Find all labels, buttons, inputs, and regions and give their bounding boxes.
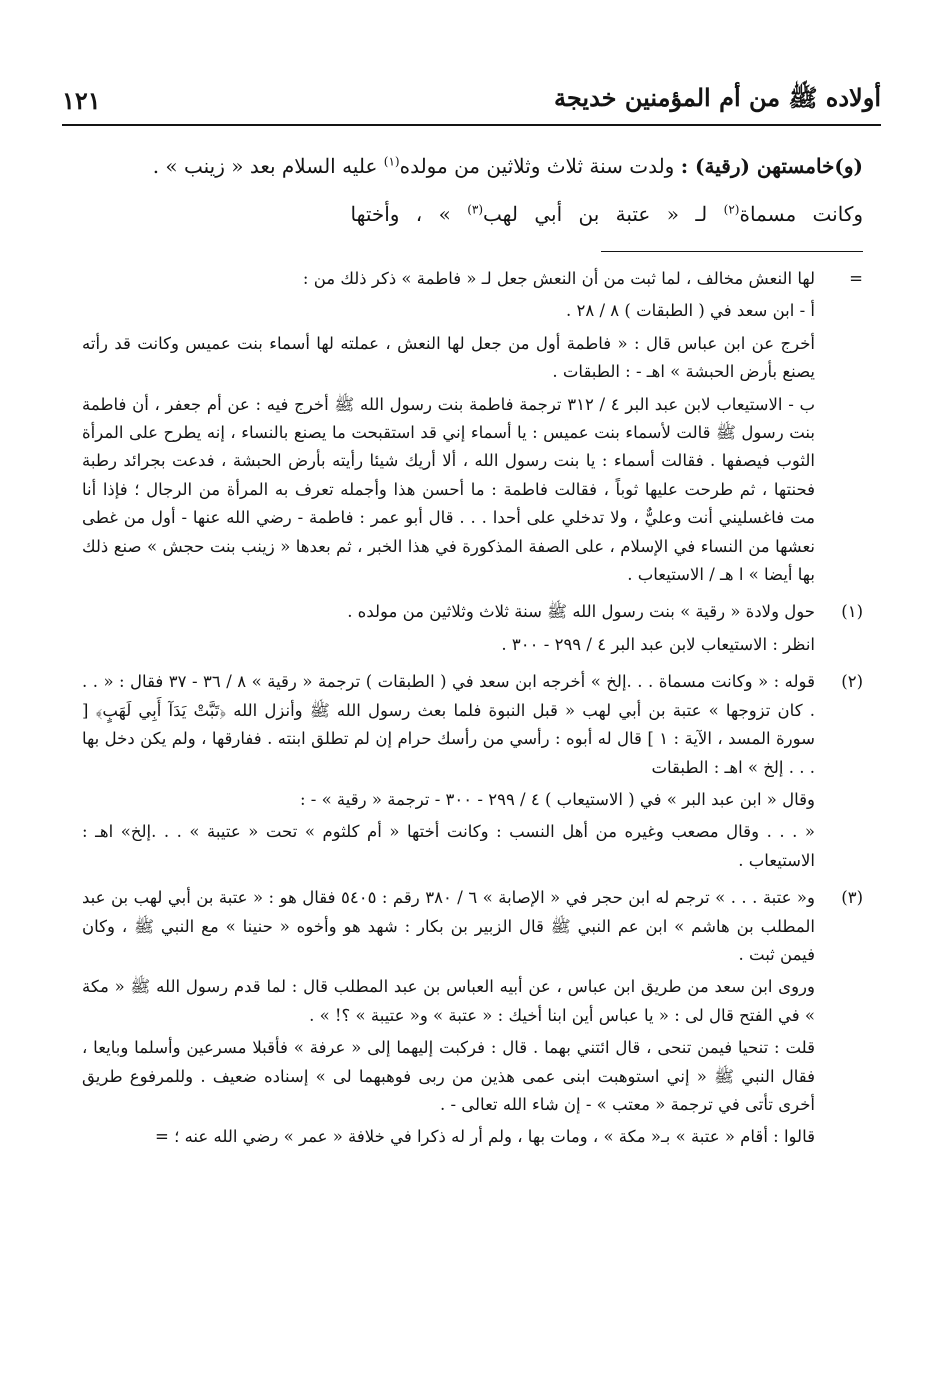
heading-fifth-daughter: (و)خامستهن (رقية) : [680,154,863,178]
footnote-paragraph: حول ولادة « رقية » بنت رسول الله ﷺ سنة ثلاث وثلاثين من مولده . [347,602,815,622]
running-header [62,80,881,120]
footnote-separator [601,251,863,252]
footnote-mark: (٣) [841,888,863,908]
footnote-body [82,668,815,879]
footnote-ref-1[interactable]: (١) [383,154,400,169]
main-line-2-text-c: » ، وأختها [350,202,468,226]
footnote-paragraph: انظر : الاستيعاب لابن عبد البر ٤ / ٢٩٩ - ٣٠٠ . [501,634,815,654]
footnote-paragraph: « . . . وقال مصعب وغيره من أهل النسب : وكانت أختها « أم كلثوم » تحت « عتيبة » . . .إلخ» اهـ : الاستيعاب . [82,822,815,870]
footnote-paragraph: قلت : تنحيا فيمن تنحى ، قال ائتني بهما . قال : فركبت إليهما إلى « عرفة » فأقبلا مسرعين وأسلما وبايعا ، فقال النبي ﷺ « إني استوهبت ابنى عمى هذين من ربى فوهبهما لى » إسناده ضعيف . وللمرفوع طريق أخرى تأتى في ترجمة « معتب » - إن شاء الله تعالى - . [82,1038,815,1114]
main-line-1-text-b: عليه السلام بعد « زينب » . [152,154,384,178]
footnote-body [82,884,815,1156]
footnote-mark: (٢) [841,672,863,692]
footnote-2 [82,668,863,879]
footnote-mark: = [849,269,863,288]
footnote-paragraph: أخرج عن ابن عباس قال : « فاطمة أول من جعل لها النعش ، عملته لها أسماء بنت عميس وكانت قد رأته يصنع بأرض الحبشة » اهـ - : الطبقات . [82,333,815,382]
main-line-2-text-b: لـ « عتبة بن أبي لهب [483,202,724,226]
footnote-paragraph: لها النعش مخالف ، لما ثبت من أن النعش جعل لـ « فاطمة » ذكر ذلك من : [302,269,815,288]
footnote-paragraph: ب - الاستيعاب لابن عبد البر ٤ / ٣١٢ ترجمة فاطمة بنت رسول الله ﷺ أخرج فيه : عن أم جعفر ، أن فاطمة بنت رسول ﷺ قالت لأسماء بنت عميس : يا أسماء إني قد استقبحت ما يصنع بالنساء ، إنه يطرح على المرأة الثوب فيصفها . فقالت أسماء : يا بنت رسول الله ، ألا أريك شيئا رأيته بأرض الحبشة ، فدعت بجرائد رطبة فحنتها ، ثم طرحت عليها ثوباً ، فقالت فاطمة : ما أحسن هذا وأجمله تعرف به المرأة من الرجال ؛ فإذا أنا مت فاغسليني أنت وعليٌّ ، ولا تدخلي على أحدا . . . قال أبو عمر : فاطمة - رضي الله عنها - أول من غطى نعشها من النساء في الإسلام ، على الصفة المذكورة في هذا الخبر ، ثم بعدها « زينب بنت حجش » صنع ذلك بها أيضا » ا هـ / الاستيعاب . [82,394,815,585]
main-text [82,142,863,238]
footnote-mark: (١) [841,602,863,622]
footnote-paragraph: قالوا : أقام « عتبة » بـ« مكة » ، ومات بها ، ولم أر له ذكرا في خلافة « عمر » رضي الله عنه ؛ = [155,1127,815,1147]
header-rule [62,124,881,126]
footnotes [82,265,863,1161]
main-line-2-text-a: وكانت مسماة [739,202,863,226]
footnote-paragraph: و« عتبة . . . » ترجم له ابن حجر في « الإصابة » ٦ / ٣٨٠ رقم : ٥٤٠٥ فقال هو : « عتبة بن أبي لهب بن عبد المطلب بن هاشم » ابن عم النبي ﷺ قال الزبير بن بكار : شهد هو وأخوه « حنينا » مع النبي ﷺ ، وكان فيمن ثبت . [82,888,815,964]
footnote-3 [82,884,863,1156]
footnote-paragraph: وروى ابن سعد من طريق ابن عباس ، عن أبيه العباس بن عبد المطلب قال : لما قدم رسول الله ﷺ « مكة » في الفتح قال لى : « يا عباس أين ابنا أخيك : « عتبة » و« عتيبة » ؟! » . [82,977,815,1025]
footnote-ref-2[interactable]: (٢) [723,202,740,217]
footnote-body [82,265,815,593]
footnote-continuation [82,265,863,593]
footnote-ref-3[interactable]: (٣) [467,202,484,217]
main-line-2 [82,190,863,238]
main-line-1-text-a: ولدت سنة ثلاث وثلاثين من مولده [399,154,681,178]
footnote-paragraph: قوله : « وكانت مسماة . . .إلخ » أخرجه ابن سعد في ( الطبقات ) ترجمة « رقية » ٨ / ٣٦ - ٣٧ فقال : « . . . كان تزوجها » عتبة بن أبي لهب « قبل النبوة فلما بعث رسول الله ﷺ وأنزل الله ﴿تَبَّتْ يَدَآ أَبِي لَهَبٍ﴾ [ سورة المسد ، الآية : ١ ] قال له أبوه : رأسي من رأسك حرام إن لم تطلق ابنته . ففارقها ، ولم يكن دخل بها . . . إلخ » اهـ : الطبقات [82,672,815,777]
footnote-paragraph: وقال « ابن عبد البر » في ( الاستيعاب ) ٤ / ٢٩٩ - ٣٠٠ - ترجمة « رقية » - : [299,789,815,809]
footnote-body [82,598,815,663]
footnote-1 [82,598,863,663]
main-line-1 [82,142,863,190]
footnote-paragraph: أ - ابن سعد في ( الطبقات ) ٨ / ٢٨ . [565,301,815,321]
running-title: أولاده ﷺ من أم المؤمنين خديجة [554,82,881,112]
page-number: ١٢١ [62,85,101,115]
